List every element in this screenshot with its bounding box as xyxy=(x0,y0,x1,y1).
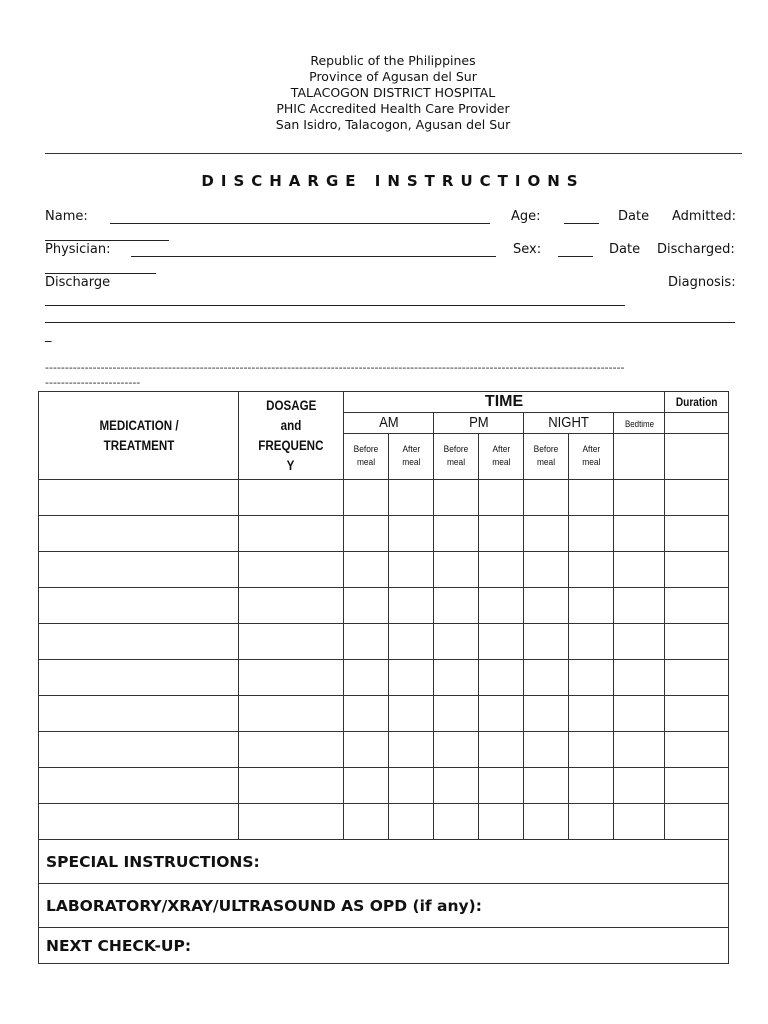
bedtime-cell[interactable] xyxy=(614,516,665,552)
medication-cell[interactable] xyxy=(39,552,239,588)
medication-cell[interactable] xyxy=(39,480,239,516)
duration-cell[interactable] xyxy=(665,552,729,588)
bedtime-cell[interactable] xyxy=(614,804,665,840)
pm-after-meal xyxy=(479,434,524,480)
bedtime-cell[interactable] xyxy=(614,588,665,624)
night-after-cell[interactable] xyxy=(569,588,614,624)
am-before-cell[interactable] xyxy=(344,624,389,660)
am-before-cell[interactable] xyxy=(344,732,389,768)
night-before-cell[interactable] xyxy=(524,552,569,588)
dosage-header-line-4: Y xyxy=(287,457,295,473)
medication-header: MEDICATION / TREATMENT xyxy=(98,417,179,453)
pm-before-cell[interactable] xyxy=(434,732,479,768)
meal-text: meal xyxy=(491,457,511,468)
night-before-cell[interactable] xyxy=(524,480,569,516)
pm-before-cell[interactable] xyxy=(434,660,479,696)
bedtime-cell[interactable] xyxy=(614,660,665,696)
am-after-cell[interactable] xyxy=(389,588,434,624)
dashed-line-2: ------------------------ xyxy=(45,376,141,389)
duration-header: Duration xyxy=(675,397,718,409)
header-divider xyxy=(45,153,742,154)
am-after-cell[interactable] xyxy=(389,768,434,804)
duration-cell[interactable] xyxy=(665,804,729,840)
pm-after-cell[interactable] xyxy=(479,480,524,516)
night-after-cell[interactable] xyxy=(569,732,614,768)
header-line-province: Province of Agusan del Sur xyxy=(309,69,477,84)
meal-text: meal xyxy=(356,457,376,468)
dosage-cell[interactable] xyxy=(239,516,344,552)
pm-header-cell xyxy=(434,413,524,434)
age-label: Age: xyxy=(511,209,541,224)
night-before-cell[interactable] xyxy=(524,696,569,732)
am-after-cell[interactable] xyxy=(389,660,434,696)
hospital-header xyxy=(0,53,768,133)
pm-after-cell[interactable] xyxy=(479,660,524,696)
dosage-header-cell xyxy=(239,392,344,480)
am-after-cell[interactable] xyxy=(389,552,434,588)
medication-cell[interactable] xyxy=(39,732,239,768)
name-label: Name: xyxy=(45,209,88,224)
dosage-cell[interactable] xyxy=(239,768,344,804)
duration-cell[interactable] xyxy=(665,696,729,732)
date-discharged-field[interactable] xyxy=(45,273,156,274)
am-after-cell[interactable] xyxy=(389,696,434,732)
table-row xyxy=(39,588,729,624)
name-field[interactable] xyxy=(110,223,490,224)
header-line-hospital: TALACOGON DISTRICT HOSPITAL xyxy=(290,85,496,100)
pm-after-cell[interactable] xyxy=(479,696,524,732)
sex-field[interactable] xyxy=(558,256,593,257)
night-header: NIGHT xyxy=(548,415,589,431)
bedtime-header: Bedtime xyxy=(624,419,654,429)
pm-before-cell[interactable] xyxy=(434,624,479,660)
pm-after-cell[interactable] xyxy=(479,552,524,588)
duration-cell[interactable] xyxy=(665,516,729,552)
duration-cell[interactable] xyxy=(665,732,729,768)
date-admitted-label: Admitted: xyxy=(672,209,737,224)
medication-table xyxy=(38,391,729,964)
laboratory-opd: LABORATORY/XRAY/ULTRASOUND AS OPD (if any): xyxy=(39,884,729,928)
pm-before-cell[interactable] xyxy=(434,804,479,840)
pm-header: PM xyxy=(468,415,489,431)
diagnosis-field-line-1[interactable] xyxy=(45,305,625,306)
bedtime-header-cell xyxy=(614,413,665,434)
header-line-address: San Isidro, Talacogon, Agusan del Sur xyxy=(275,117,511,132)
medication-cell[interactable] xyxy=(39,516,239,552)
table-row xyxy=(39,624,729,660)
am-after-cell[interactable] xyxy=(389,732,434,768)
am-after-cell[interactable] xyxy=(389,516,434,552)
table-row xyxy=(39,696,729,732)
time-header-cell xyxy=(344,392,665,413)
pm-after-cell[interactable] xyxy=(479,516,524,552)
am-header: AM xyxy=(378,415,399,431)
am-after-cell[interactable] xyxy=(389,804,434,840)
duration-cell[interactable] xyxy=(665,660,729,696)
duration-cell[interactable] xyxy=(665,768,729,804)
header-line-republic: Republic of the Philippines xyxy=(310,53,476,68)
night-after-cell[interactable] xyxy=(569,624,614,660)
diagnosis-field-line-2[interactable] xyxy=(45,322,735,323)
pm-before-cell[interactable] xyxy=(434,696,479,732)
medication-header-cell xyxy=(39,392,239,480)
bedtime-subcell xyxy=(614,434,665,480)
physician-label: Physician: xyxy=(45,242,111,257)
age-field[interactable] xyxy=(564,223,599,224)
medication-cell[interactable] xyxy=(39,696,239,732)
am-before-cell[interactable] xyxy=(344,480,389,516)
pm-after-cell[interactable] xyxy=(479,588,524,624)
night-before-cell[interactable] xyxy=(524,768,569,804)
night-after-cell[interactable] xyxy=(569,768,614,804)
pm-after-cell[interactable] xyxy=(479,732,524,768)
pm-before-meal xyxy=(434,434,479,480)
night-before-cell[interactable] xyxy=(524,804,569,840)
before-text: Before xyxy=(353,444,379,455)
dosage-cell[interactable] xyxy=(239,732,344,768)
night-before-cell[interactable] xyxy=(524,624,569,660)
dosage-header-line-3: FREQUENC xyxy=(258,437,324,453)
am-header-cell xyxy=(344,413,434,434)
meal-text: meal xyxy=(446,457,466,468)
am-before-cell[interactable] xyxy=(344,804,389,840)
sex-label: Sex: xyxy=(513,242,542,257)
am-after-cell[interactable] xyxy=(389,480,434,516)
date-admitted-field[interactable] xyxy=(45,240,169,241)
dosage-cell[interactable] xyxy=(239,696,344,732)
meal-text: meal xyxy=(536,457,556,468)
pm-before-cell[interactable] xyxy=(434,552,479,588)
night-before-cell[interactable] xyxy=(524,732,569,768)
date-discharged-label: Discharged: xyxy=(657,242,735,257)
table-row xyxy=(39,552,729,588)
table-row xyxy=(39,768,729,804)
night-after-cell[interactable] xyxy=(569,516,614,552)
am-before-cell[interactable] xyxy=(344,768,389,804)
duration-subheader-cell xyxy=(665,413,729,434)
am-before-cell[interactable] xyxy=(344,588,389,624)
am-before-cell[interactable] xyxy=(344,552,389,588)
table-row xyxy=(39,804,729,840)
stray-underscore: _ xyxy=(45,328,52,343)
time-header: TIME xyxy=(484,393,524,410)
night-before-cell[interactable] xyxy=(524,588,569,624)
pm-after-cell[interactable] xyxy=(479,804,524,840)
am-after-meal xyxy=(389,434,434,480)
night-before-meal xyxy=(524,434,569,480)
discharge-label: Discharge xyxy=(45,275,111,290)
pm-before-cell[interactable] xyxy=(434,588,479,624)
table-row xyxy=(39,732,729,768)
dosage-header-line-1: DOSAGE xyxy=(265,397,317,413)
duration-subcell xyxy=(665,434,729,480)
bedtime-cell[interactable] xyxy=(614,480,665,516)
before-text: Before xyxy=(443,444,469,455)
pm-before-cell[interactable] xyxy=(434,516,479,552)
night-after-cell[interactable] xyxy=(569,552,614,588)
dosage-cell[interactable] xyxy=(239,552,344,588)
bedtime-cell[interactable] xyxy=(614,552,665,588)
page-title: DISCHARGE INSTRUCTIONS xyxy=(201,172,585,190)
night-header-cell xyxy=(524,413,614,434)
dosage-cell[interactable] xyxy=(239,624,344,660)
duration-cell[interactable] xyxy=(665,480,729,516)
table-row xyxy=(39,660,729,696)
next-check-up: NEXT CHECK-UP: xyxy=(39,928,729,964)
medication-cell[interactable] xyxy=(39,660,239,696)
night-after-cell[interactable] xyxy=(569,804,614,840)
night-before-cell[interactable] xyxy=(524,660,569,696)
medication-cell[interactable] xyxy=(39,624,239,660)
special-instructions: SPECIAL INSTRUCTIONS: xyxy=(39,840,729,884)
date-admitted-label-date: Date xyxy=(618,209,650,224)
physician-field[interactable] xyxy=(131,256,496,257)
meal-text: meal xyxy=(581,457,601,468)
before-text: Before xyxy=(533,444,559,455)
night-after-cell[interactable] xyxy=(569,660,614,696)
am-before-meal xyxy=(344,434,389,480)
dosage-header-line-2: and xyxy=(280,417,302,433)
table-row xyxy=(39,516,729,552)
bedtime-cell[interactable] xyxy=(614,732,665,768)
bedtime-cell[interactable] xyxy=(614,696,665,732)
medication-cell[interactable] xyxy=(39,804,239,840)
am-before-cell[interactable] xyxy=(344,660,389,696)
night-after-cell[interactable] xyxy=(569,696,614,732)
bedtime-cell[interactable] xyxy=(614,768,665,804)
date-discharged-label-date: Date xyxy=(609,242,641,257)
meal-text: meal xyxy=(401,457,421,468)
night-before-cell[interactable] xyxy=(524,516,569,552)
dosage-cell[interactable] xyxy=(239,660,344,696)
duration-header-cell xyxy=(665,392,729,413)
medication-cell[interactable] xyxy=(39,768,239,804)
pm-after-cell[interactable] xyxy=(479,624,524,660)
diagnosis-label: Diagnosis: xyxy=(668,275,736,290)
dashed-line-1: -------------------------------------------------------------------------------------------------------------------------------------------------- xyxy=(45,361,625,374)
header-line-accreditation: PHIC Accredited Health Care Provider xyxy=(276,101,510,116)
am-before-cell[interactable] xyxy=(344,516,389,552)
night-after-meal xyxy=(569,434,614,480)
after-text: After xyxy=(402,444,420,455)
bedtime-cell[interactable] xyxy=(614,624,665,660)
dosage-cell[interactable] xyxy=(239,480,344,516)
am-after-cell[interactable] xyxy=(389,624,434,660)
pm-before-cell[interactable] xyxy=(434,480,479,516)
after-text: After xyxy=(492,444,510,455)
dosage-cell[interactable] xyxy=(239,588,344,624)
night-after-cell[interactable] xyxy=(569,480,614,516)
pm-after-cell[interactable] xyxy=(479,768,524,804)
dosage-cell[interactable] xyxy=(239,804,344,840)
table-row xyxy=(39,480,729,516)
duration-cell[interactable] xyxy=(665,588,729,624)
medication-cell[interactable] xyxy=(39,588,239,624)
duration-cell[interactable] xyxy=(665,624,729,660)
pm-before-cell[interactable] xyxy=(434,768,479,804)
am-before-cell[interactable] xyxy=(344,696,389,732)
after-text: After xyxy=(582,444,600,455)
